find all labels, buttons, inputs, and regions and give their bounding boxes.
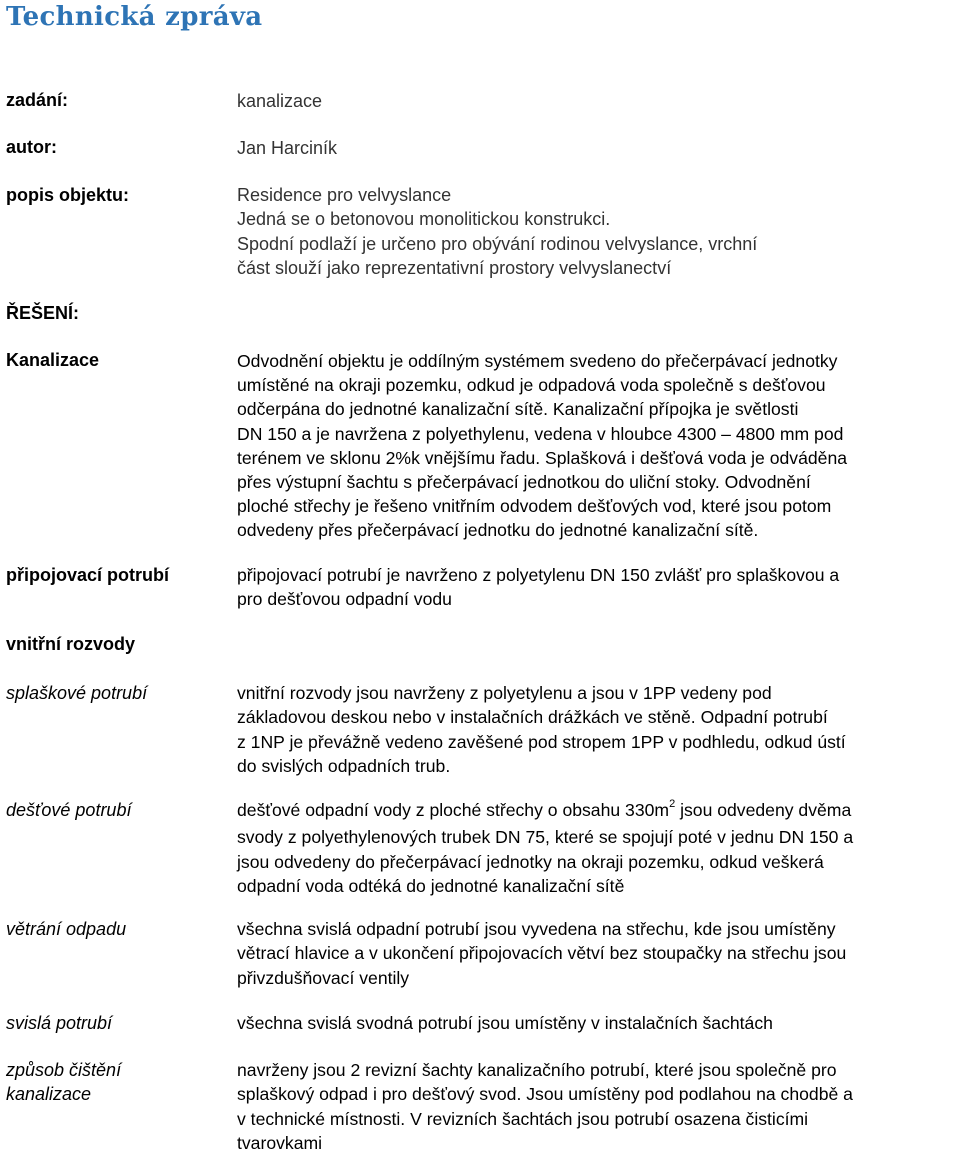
vnitrni-rozvody-heading: vnitřní rozvody [6,634,136,654]
kanalizace-label: Kanalizace [6,350,100,370]
zadani-label: zadání: [6,90,69,110]
autor-label: autor: [6,137,57,157]
destove-text-end: jsou odvedeny dvěma svody z polyethylenových trubek DN 75, které se spojují poté v jednu DN 150 a jsou odvedeny do přečerpávací jednotky na okraji pozemku, odkud veškerá odpadní voda odtéká do jednotné kanalizační sítě [237,800,854,896]
destove-text [237,798,957,898]
splaskove-text: vnitřní rozvody jsou navrženy z polyetylenu a jsou v 1PP vedeny pod základovou deskou nebo v instalačních drážkách ve stěně. Odpadní potrubí z 1NP je převážně vedeno zavěšené pod stropem 1PP v podhledu, odkud ústí do svislých odpadních trub. [237,683,846,776]
svisla-text: všechna svislá svodná potrubí jsou umístěny v instalačních šachtách [237,1013,773,1033]
pripojovaci-text: připojovací potrubí je navrženo z polyetylenu DN 150 zvlášť pro splaškovou a pro dešťovou odpadní vodu [237,565,840,609]
destove-label: dešťové potrubí [6,800,132,820]
pripojovaci-label: připojovací potrubí [6,565,170,585]
svisla-label: svislá potrubí [6,1013,113,1033]
autor-value: Jan Harciník [237,138,338,158]
reseni-heading: ŘEŠENÍ: [6,303,80,323]
popis-value: Residence pro velvyslance Jedná se o betonovou monolitickou konstrukci. Spodní podlaží je určeno pro obývání rodinou velvyslance, vrchní část slouží jako reprezentativní prostory velvyslanectví [237,185,758,278]
zpusob-label: způsob čištění kanalizace [6,1060,122,1104]
document-title: Technická zpráva [6,2,263,32]
zadani-value: kanalizace [237,91,323,111]
vetrani-label: větrání odpadu [6,919,127,939]
splaskove-label: splaškové potrubí [6,683,148,703]
vetrani-text: všechna svislá odpadní potrubí jsou vyvedena na střechu, kde jsou umístěny větrací hlavice a v ukončení připojovacích větví bez stoupačky na střechu jsou přivzdušňovací ventily [237,919,847,988]
kanalizace-text: Odvodnění objektu je oddílným systémem svedeno do přečerpávací jednotky umístěné na okraji pozemku, odkud je odpadová voda společně s dešťovou odčerpána do jednotné kanalizační sítě. Kanalizační přípojka je světlosti DN 150 a je navržena z polyethylenu, vedena v hloubce 4300 – 4800 mm pod terénem ve sklonu 2%k vnějšímu řadu. Splašková i dešťová voda je odváděna přes výstupní šachtu s přečerpávací jednotkou do uliční stoky. Odvodnění ploché střechy je řešeno vnitřním odvodem dešťových vod, které jsou potom odvedeny přes přečerpávací jednotku do jednotné kanalizační sítě. [237,351,848,541]
destove-text-start: dešťové odpadní vody z ploché střechy o obsahu 330m [237,800,670,820]
destove-sup: 2 [669,798,676,810]
popis-label: popis objektu: [6,185,129,205]
zpusob-text: navrženy jsou 2 revizní šachty kanalizačního potrubí, které jsou společně pro splaškový odpad i pro dešťový svod. Jsou umístěny pod podlahou na chodbě a v technické místnosti. V revizních šachtách jsou potrubí osazena čisticími tvarovkami [237,1060,853,1153]
